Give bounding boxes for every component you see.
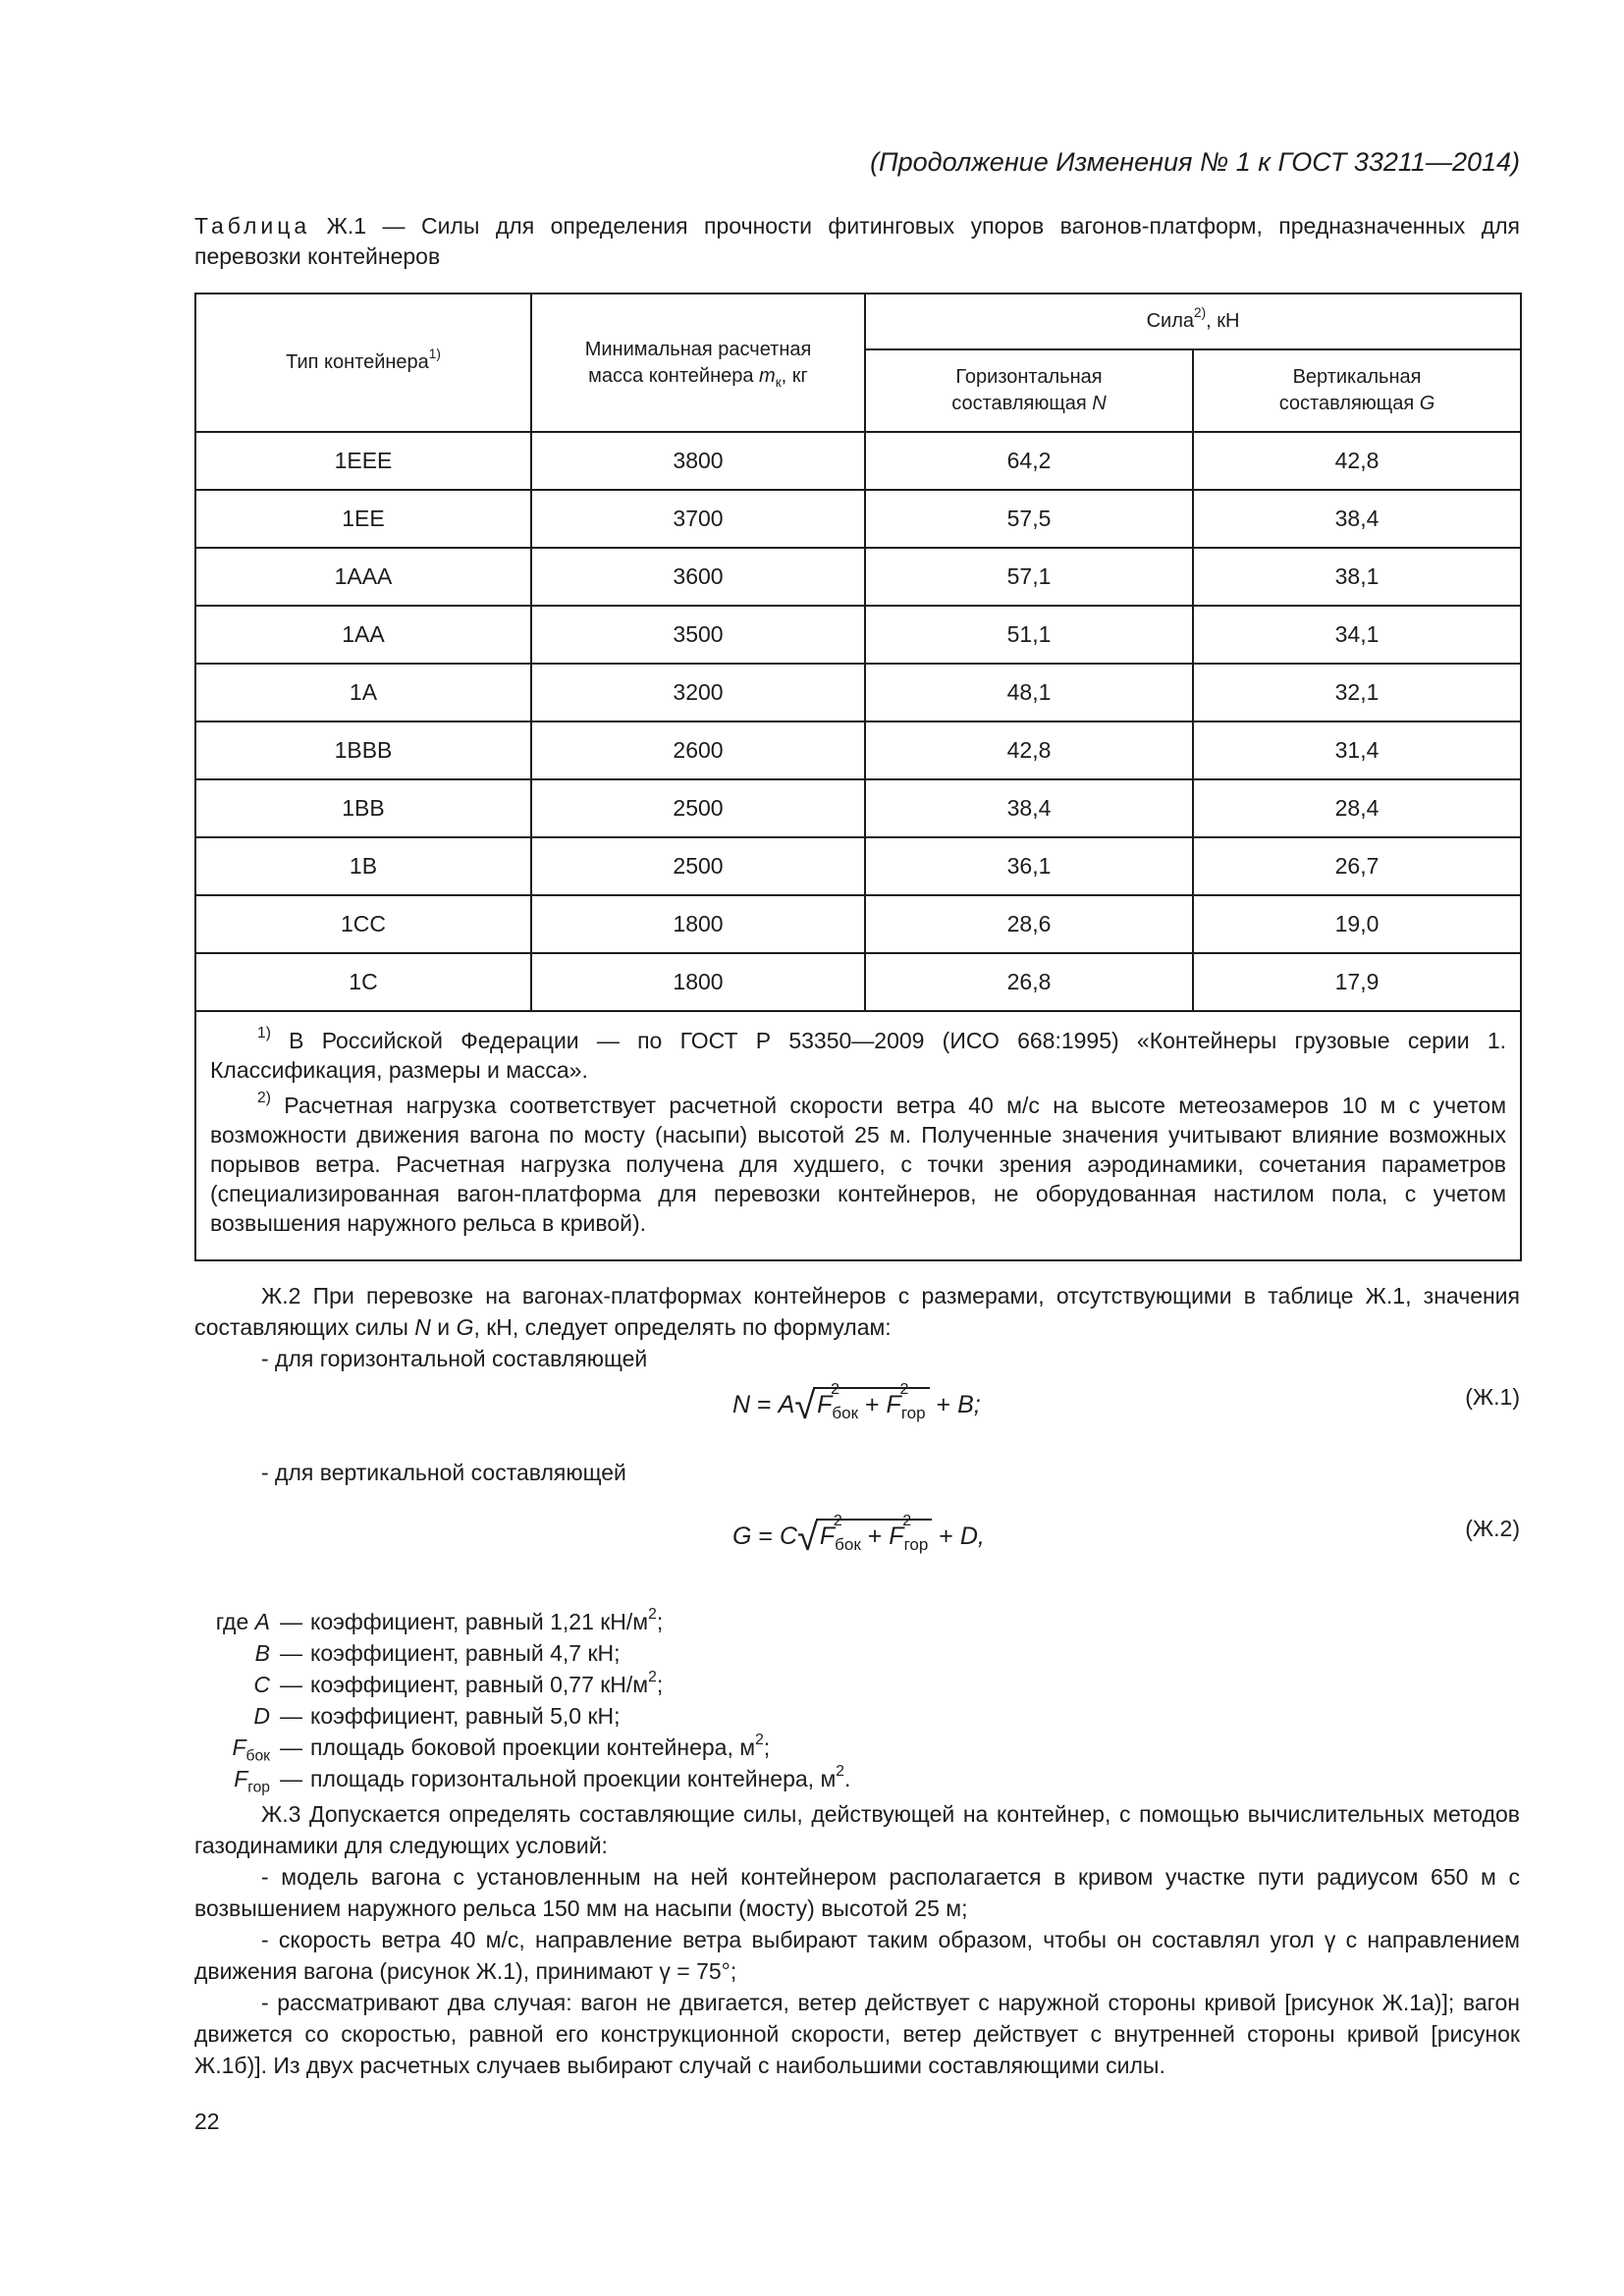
definition-symbol: $F_{бок}$ — [232, 1735, 302, 1765]
cell-container-type: 1B [195, 837, 531, 895]
cell-horizontal: 64,2 [865, 432, 1193, 490]
definition-text: коэффициент, равный 1,21 $кН/м^2$; [310, 1606, 664, 1634]
cell-min-mass: 3200 [531, 664, 865, 721]
vertical-label-block [194, 1457, 1520, 1488]
header-container-type: Тип контейнера$^{1)}$ [195, 294, 531, 432]
formula-j2-number: (Ж.2) [1465, 1516, 1520, 1541]
formula-j2 [194, 1504, 1520, 1563]
cell-horizontal: 36,1 [865, 837, 1193, 895]
definition-symbol: где A — [215, 1609, 302, 1634]
section-j3-condition-3: - рассматривают два случая: вагон не двигается, ветер действует с наружной стороны кривой [рисунок Ж.1а)]; вагон движется со скоростью, равной его конструкционной скорости, ветер действует с внутренней стороны кривой [рисунок Ж.1б)]. Из двух расчетных случаев выбирают случай с наибольшими составляющими силы. [194, 1990, 1520, 2078]
formula-j1-expression: N = A√F 2 $_{бок}$ + F 2 $_{гор}$ + B; [732, 1381, 981, 1427]
table-row [195, 432, 1521, 490]
table-note-1: $^{1)}$ В Российской Федерации — по ГОСТ Р 53350—2009 (ИСО 668:1995) «Контейнеры грузовые серии 1. Классификация, размеры и масса». [210, 1025, 1507, 1083]
cell-container-type: 1AA [195, 606, 531, 664]
cell-horizontal: 42,8 [865, 721, 1193, 779]
table-caption [194, 211, 1520, 272]
header-horizontal-component: Горизонтальная составляющая N [865, 349, 1193, 432]
definition-item [194, 1669, 1520, 1700]
cell-min-mass: 2500 [531, 837, 865, 895]
definition-text: коэффициент, равный 0,77 $кН/м^2$; [310, 1669, 664, 1697]
cell-min-mass: 2500 [531, 779, 865, 837]
definition-symbol: D — [253, 1703, 302, 1729]
forces-table [194, 293, 1522, 1261]
definition-text: площадь боковой проекции контейнера, $м^2$; [310, 1732, 771, 1760]
cell-horizontal: 28,6 [865, 895, 1193, 953]
table-row [195, 664, 1521, 721]
table-notes [195, 1011, 1521, 1260]
section-j3-intro: Ж.3 Допускается определять составляющие силы, действующей на контейнер, с помощью вычислительных методов газодинамики для следующих условий: [194, 1801, 1520, 1858]
section-j2-intro: Ж.2 При перевозке на вагонах-платформах контейнеров с размерами, отсутствующими в таблице Ж.1, значения составляющих силы N и G, кН, следует определять по формулам: [194, 1283, 1520, 1340]
definition-item [194, 1606, 1520, 1637]
cell-min-mass: 1800 [531, 953, 865, 1011]
cell-min-mass: 3800 [531, 432, 865, 490]
formula-j2-expression: G = C√F 2 $_{бок}$ + F 2 $_{гор}$ + D, [732, 1513, 985, 1559]
definition-item [194, 1637, 1520, 1669]
variable-definitions [194, 1606, 1520, 1794]
cell-vertical: 38,1 [1193, 548, 1521, 606]
definition-item [194, 1732, 1520, 1763]
cell-min-mass: 3500 [531, 606, 865, 664]
table-row [195, 606, 1521, 664]
header-vertical-component: Вертикальная составляющая G [1193, 349, 1521, 432]
cell-min-mass: 3600 [531, 548, 865, 606]
cell-vertical: 26,7 [1193, 837, 1521, 895]
table-note-2: $^{2)}$ Расчетная нагрузка соответствует расчетной скорости ветра 40 м/с на высоте метеозамеров 10 м с учетом возможности движения вагона по мосту (насыпи) высотой 25 м. Полученные значения учитывают влияние возможных порывов ветра. Расчетная нагрузка получена для худшего, с точки зрения аэродинамики, сочетания параметров (специализированная вагон-платформа для перевозки контейнеров, не оборудованная настилом пола, с учетом возвышения наружного рельса в кривой). [210, 1090, 1507, 1236]
definition-symbol: C — [253, 1672, 302, 1697]
cell-horizontal: 26,8 [865, 953, 1193, 1011]
cell-vertical: 32,1 [1193, 664, 1521, 721]
cell-vertical: 42,8 [1193, 432, 1521, 490]
cell-min-mass: 1800 [531, 895, 865, 953]
definition-text: коэффициент, равный 5,0 кН; [310, 1703, 621, 1729]
formula-j1 [194, 1372, 1520, 1431]
table-caption-text: Ж.1 — Силы для определения прочности фитинговых упоров вагонов-платформ, предназначенных для перевозки контейнеров [194, 213, 1520, 269]
section-j2 [194, 1280, 1520, 1374]
table-body [195, 432, 1521, 1011]
cell-min-mass: 3700 [531, 490, 865, 548]
cell-horizontal: 38,4 [865, 779, 1193, 837]
continuation-header: (Продолжение Изменения № 1 к ГОСТ 33211—2014) [870, 147, 1520, 177]
definition-item [194, 1763, 1520, 1794]
table-caption-label: Таблица [194, 213, 311, 239]
cell-horizontal: 57,1 [865, 548, 1193, 606]
cell-horizontal: 48,1 [865, 664, 1193, 721]
table-row [195, 490, 1521, 548]
cell-min-mass: 2600 [531, 721, 865, 779]
table-row [195, 779, 1521, 837]
cell-vertical: 17,9 [1193, 953, 1521, 1011]
cell-container-type: 1BBB [195, 721, 531, 779]
horizontal-component-label: - для горизонтальной составляющей [261, 1346, 648, 1371]
cell-vertical: 28,4 [1193, 779, 1521, 837]
cell-horizontal: 57,5 [865, 490, 1193, 548]
table-row [195, 548, 1521, 606]
cell-vertical: 31,4 [1193, 721, 1521, 779]
definition-text: площадь горизонтальной проекции контейнера, $м^2$. [310, 1763, 851, 1791]
cell-horizontal: 51,1 [865, 606, 1193, 664]
header-force: Сила$^{2)}$, кН [865, 294, 1521, 349]
vertical-component-label: - для вертикальной составляющей [261, 1460, 626, 1485]
page-number: 22 [194, 2109, 220, 2134]
cell-container-type: 1EE [195, 490, 531, 548]
section-j3-condition-1: - модель вагона с установленным на ней контейнером располагается в кривом участке пути радиусом 650 м с возвышением наружного рельса 150 мм на насыпи (мосту) высотой 25 м; [194, 1864, 1520, 1921]
definition-item [194, 1700, 1520, 1732]
definition-text: коэффициент, равный 4,7 кН; [310, 1640, 621, 1666]
cell-container-type: 1CC [195, 895, 531, 953]
cell-container-type: 1C [195, 953, 531, 1011]
header-min-mass: Минимальная расчетная масса контейнера $m_к$, кг [531, 294, 865, 432]
table-row [195, 953, 1521, 1011]
cell-vertical: 38,4 [1193, 490, 1521, 548]
cell-container-type: 1A [195, 664, 531, 721]
sqrt-icon: √ [797, 1518, 818, 1559]
formula-j1-number: (Ж.1) [1465, 1384, 1520, 1410]
cell-container-type: 1BB [195, 779, 531, 837]
cell-container-type: 1EEE [195, 432, 531, 490]
section-j3 [194, 1798, 1520, 2081]
cell-vertical: 34,1 [1193, 606, 1521, 664]
cell-vertical: 19,0 [1193, 895, 1521, 953]
section-j3-condition-2: - скорость ветра 40 м/с, направление ветра выбирают таким образом, чтобы он составлял угол γ с направлением движения вагона (рисунок Ж.1), принимают γ = 75°; [194, 1927, 1520, 1984]
table-row [195, 721, 1521, 779]
sqrt-icon: √ [794, 1386, 816, 1427]
cell-container-type: 1AAA [195, 548, 531, 606]
table-row [195, 895, 1521, 953]
definition-symbol: $F_{гор}$ — [234, 1766, 302, 1796]
table-row [195, 837, 1521, 895]
definition-symbol: B — [254, 1640, 302, 1666]
